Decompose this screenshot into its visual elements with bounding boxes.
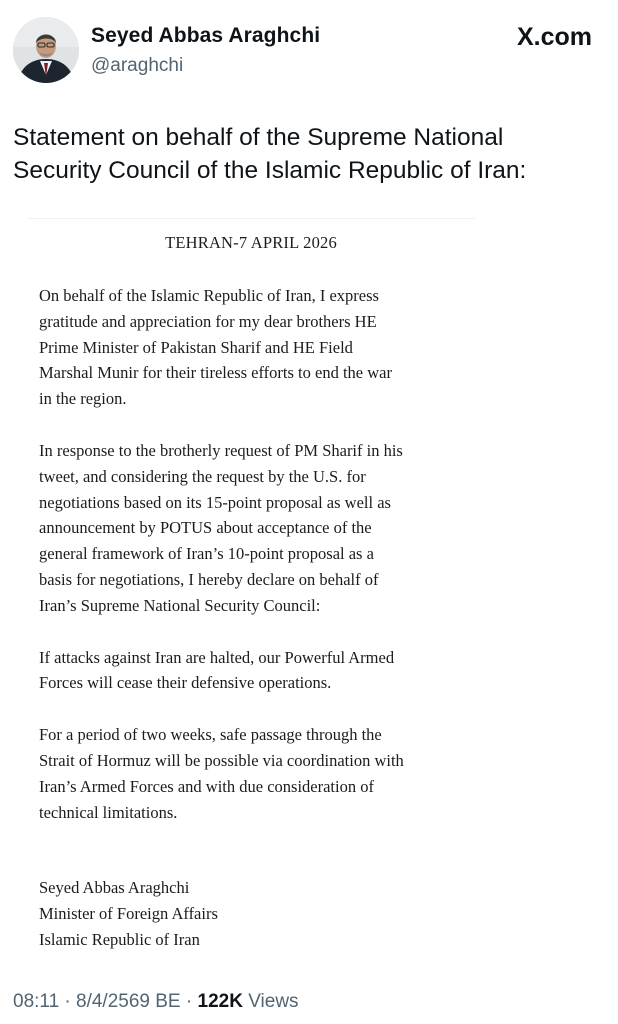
tweet-text: Statement on behalf of the Supreme National Security Council of the Islamic Republic of Iran: <box>13 124 527 184</box>
brand-logo: X.com <box>516 23 592 51</box>
document-paragraph: If attacks against Iran are halted, our Powerful Armed Forces will cease their defensive operations. <box>39 647 395 693</box>
document-dateline: TEHRAN-7 APRIL 2026 <box>165 233 337 252</box>
author-name[interactable]: Seyed Abbas Araghchi <box>91 24 321 47</box>
statement-image[interactable] <box>27 218 475 971</box>
views-count: 122K <box>197 991 243 1012</box>
document-paragraph: For a period of two weeks, safe passage through the Strait of Hormuz will be possible via coordination with Iran’s Armed Forces and with due consideration of technical limitations. <box>39 725 404 822</box>
document-paragraph: In response to the brotherly request of PM Sharif in his tweet, and considering the request by the U.S. for negotiations based on its 15-point proposal as well as announcement by POTUS about acceptance of the general framework of Iran’s 10-point proposal as a basis for negotiations, I hereby declare on behalf of Iran’s Supreme National Security Council: <box>39 440 403 615</box>
views-label: Views <box>242 991 299 1012</box>
author-handle[interactable]: @araghchi <box>91 55 184 76</box>
document-signature: Seyed Abbas Araghchi Minister of Foreign Affairs Islamic Republic of Iran <box>39 878 218 949</box>
profile-photo-icon <box>13 17 79 83</box>
avatar[interactable] <box>13 17 79 83</box>
document-paragraph: On behalf of the Islamic Republic of Iran, I express gratitude and appreciation for my dear brothers HE Prime Minister of Pakistan Sharif and HE Field Marshal Munir for their tireless efforts to end the war in the region. <box>39 286 392 409</box>
timestamp[interactable]: 08:11 · 8/4/2569 BE · <box>13 991 198 1012</box>
tweet-meta <box>13 991 299 1013</box>
document-body <box>39 283 479 953</box>
tweet-header <box>0 0 618 100</box>
